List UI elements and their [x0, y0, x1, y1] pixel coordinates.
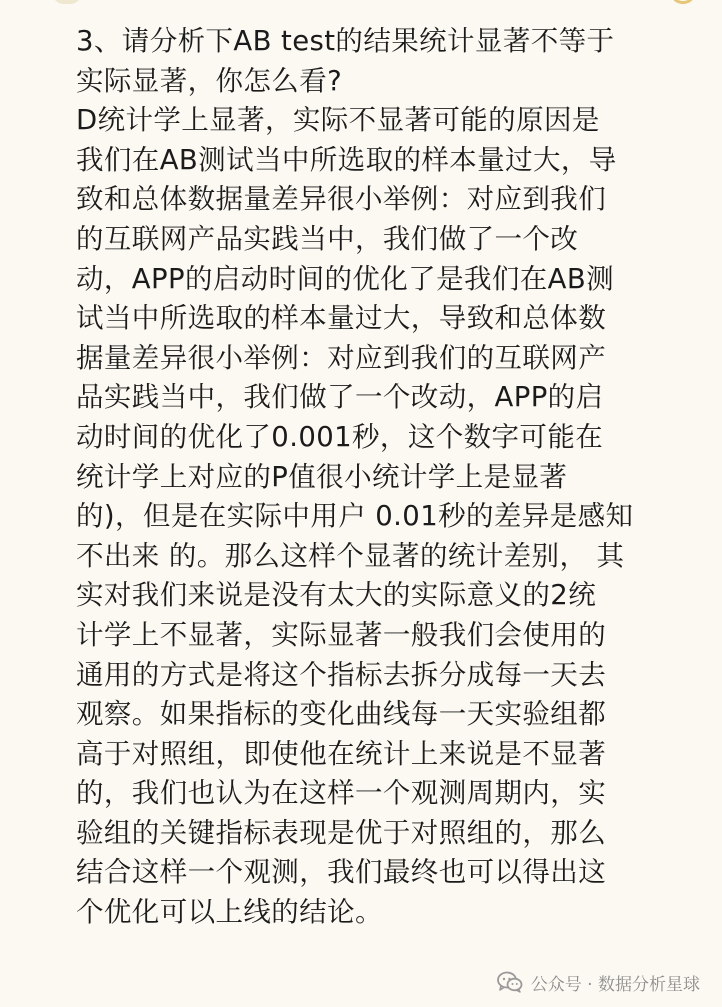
wechat-watermark [497, 967, 700, 997]
text-line: 实对我们来说是没有太大的实际意义的2统 [76, 579, 597, 612]
wechat-icon [497, 971, 523, 993]
text-line: 试当中所选取的样本量过大，导致和总体数 [76, 302, 607, 335]
text-line: 实际显著，你怎么看? [76, 64, 343, 97]
text-line: 动时间的优化了0.001秒，这个数字可能在 [76, 420, 604, 453]
text-line: 通用的方式是将这个指标去拆分成每一天去 [76, 658, 607, 691]
text-line: 的，我们也认为在这样一个观测周期内，实 [76, 777, 607, 810]
text-line: 不出来 的。那么这样个显著的统计差别， 其 [76, 539, 625, 572]
text-line: D统计学上显著，实际不显著可能的原因是 [76, 104, 600, 137]
text-line: 统计学上对应的P值很小统计学上是显著 [76, 460, 568, 493]
text-line: 致和总体数据量差异很小举例：对应到我们 [76, 183, 607, 216]
text-line: 动，APP的启动时间的优化了是我们在AB测 [76, 262, 615, 295]
top-right-ornament [672, 0, 694, 4]
answer-text-block [76, 22, 716, 933]
top-decoration [0, 0, 722, 10]
text-line: 个优化可以上线的结论。 [76, 896, 383, 929]
text-line: 结合这样一个观测，我们最终也可以得出这 [76, 856, 607, 889]
text-line: 3、请分析下AB test的结果统计显著不等于 [76, 25, 615, 57]
text-line: 观察。如果指标的变化曲线每一天实验组都 [76, 698, 607, 731]
text-line: 的互联网产品实践当中，我们做了一个改 [76, 222, 579, 255]
watermark-text: 公众号 · 数据分析星球 [530, 974, 700, 995]
text-line: 计学上不显著，实际显著一般我们会使用的 [76, 618, 607, 651]
top-left-ornament [52, 0, 82, 4]
text-line: 品实践当中，我们做了一个改动，APP的启 [76, 381, 604, 414]
text-line: 我们在AB测试当中所选取的样本量过大，导 [76, 143, 617, 176]
text-line: 的)，但是在实际中用户 0.01秒的差异是感知 [76, 500, 634, 533]
text-line: 验组的关键指标表现是优于对照组的，那么 [76, 816, 607, 849]
text-line: 据量差异很小举例：对应到我们的互联网产 [76, 341, 607, 374]
text-line: 高于对照组，即使他在统计上来说是不显著 [76, 737, 607, 770]
